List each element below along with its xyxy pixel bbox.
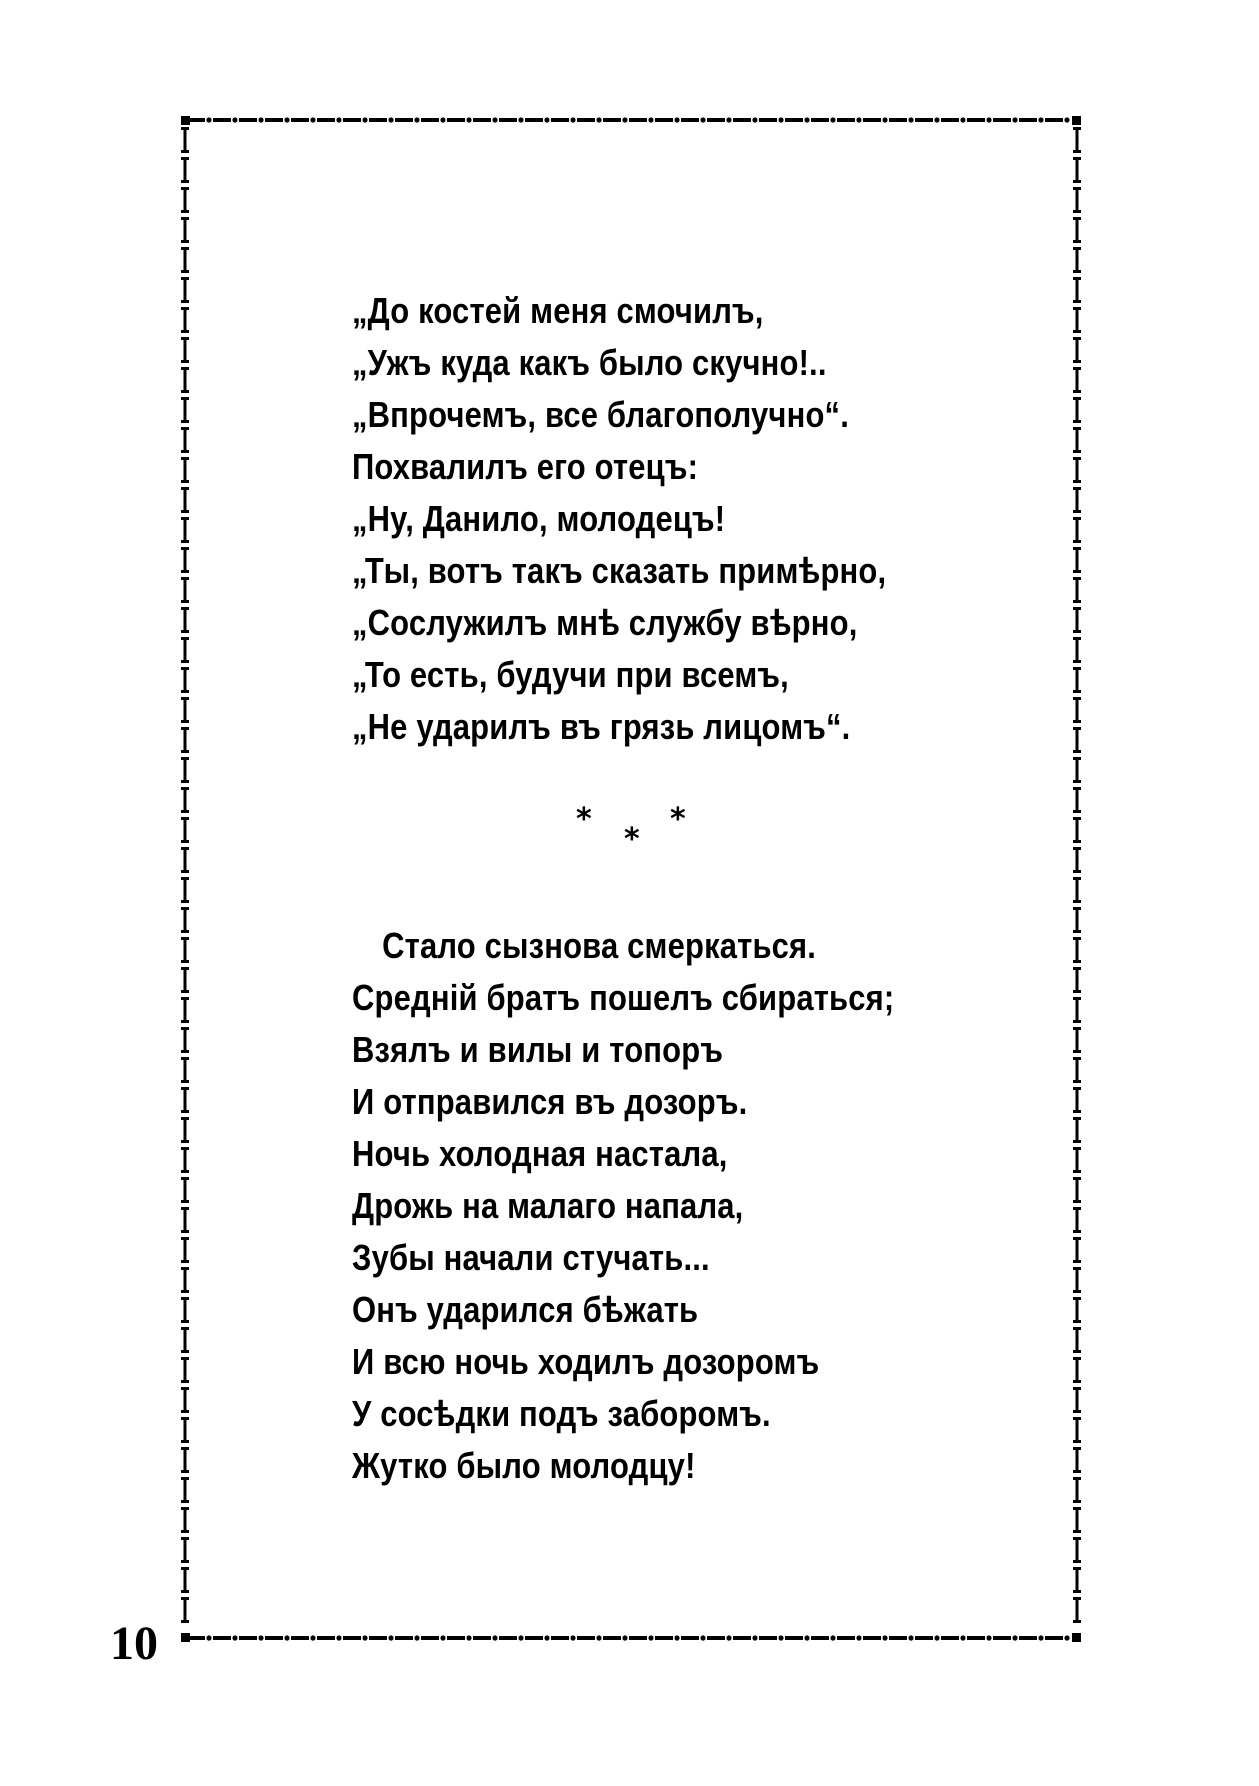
verse-line: „Ужъ куда какъ было скучно!.. [352,342,827,383]
page-number: 10 [110,1617,158,1670]
verse-line: Онъ ударился бѣжать [352,1289,699,1330]
asterism-separator [560,800,700,860]
verse-line: Зубы начали стучать... [352,1237,710,1278]
verse-line: „Впрочемъ, все благополучно“. [352,394,849,435]
verse-line: Взялъ и вилы и топоръ [352,1029,724,1070]
verse-line: „До костей меня смочилъ, [352,290,764,331]
verse-line: „Не ударилъ въ грязь лицомъ“. [352,706,851,747]
stanza-1 [352,285,973,753]
verse-line: Средній братъ пошелъ сбираться; [352,977,895,1018]
verse-line: И всю ночь ходилъ дозоромъ [352,1341,820,1382]
verse-line: У сосѣдки подъ заборомъ. [352,1393,771,1434]
verse-line: Жутко было молодцу! [352,1445,696,1486]
verse-line: Похвалилъ его отецъ: [352,446,699,487]
star-mark: * [624,822,640,857]
verse-line: И отправился въ дозоръ. [352,1081,748,1122]
stanza-2 [352,920,983,1492]
verse-line: Ночь холодная настала, [352,1133,728,1174]
verse-line: „Ну, Данило, молодецъ! [352,498,726,539]
verse-line: „Ты, вотъ такъ сказать примѣрно, [352,550,887,591]
verse-line: Дрожь на малаго напала, [352,1185,744,1226]
star-mark: * [670,802,686,837]
verse-line: „То есть, будучи при всемъ, [352,654,789,695]
star-mark: * [576,802,592,837]
verse-line: Стало сызнова смеркаться. [382,925,817,966]
verse-line: „Сослужилъ мнѣ службу вѣрно, [352,602,858,643]
